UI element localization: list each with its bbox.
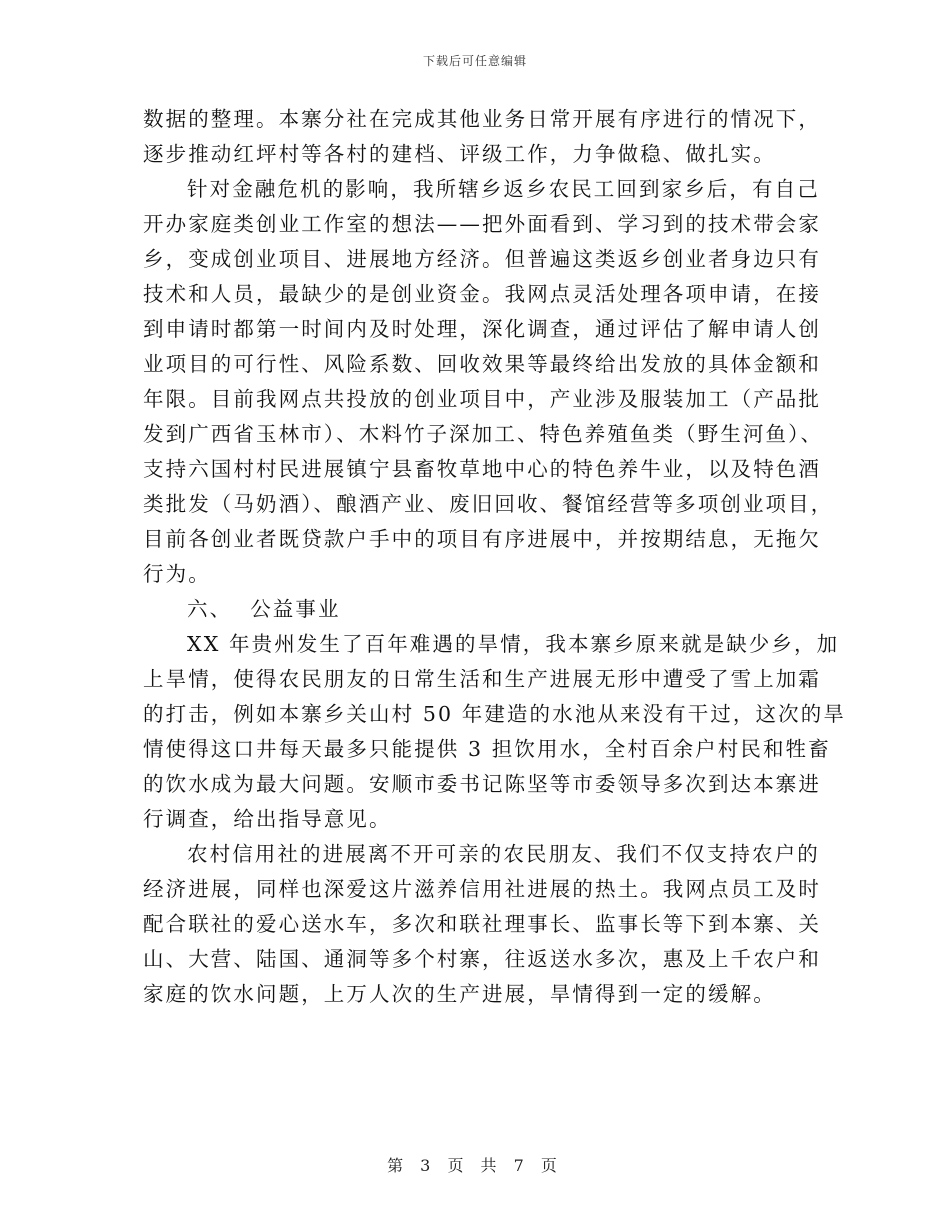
text-line: 上旱情，使得农民朋友的日常生活和生产进展无形中遭受了雪上加霜 <box>143 667 821 691</box>
text-line: 目前各创业者既贷款户手中的项目有序进展中，并按期结息，无拖欠 <box>143 527 821 551</box>
text-line: 数据的整理。本寨分社在完成其他业务日常开展有序进行的情况下， <box>143 107 821 131</box>
paragraph-start-line: XX 年贵州发生了百年难遇的旱情，我本寨乡原来就是缺少乡，加 <box>187 632 840 656</box>
text-line: 行调查，给出指导意见。 <box>143 807 392 831</box>
section-heading <box>143 592 803 627</box>
text-line: 支持六国村村民进展镇宁县畜牧草地中心的特色养牛业，以及特色酒 <box>143 457 821 481</box>
page-number-footer: 第 3 页 共 7 页 <box>387 1156 563 1175</box>
page-header-note: 下载后可任意编辑 <box>422 54 527 68</box>
paragraph-start-line: 针对金融危机的影响，我所辖乡返乡农民工回到家乡后，有自己 <box>187 177 820 201</box>
text-line: 山、大营、陆国、通洞等多个村寨，往返送水多次，惠及上千农户和 <box>143 947 821 971</box>
text-line: 乡，变成创业项目、进展地方经济。但普遍这类返乡创业者身边只有 <box>143 247 821 271</box>
text-line: 情使得这口井每天最多只能提供 3 担饮用水，全村百余户村民和牲畜 <box>143 737 831 761</box>
text-line: 的饮水成为最大问题。安顺市委书记陈坚等市委领导多次到达本寨进 <box>143 772 821 796</box>
text-line: 开办家庭类创业工作室的想法——把外面看到、学习到的技术带会家 <box>143 212 821 236</box>
text-line: 逐步推动红坪村等各村的建档、评级工作，力争做稳、做扎实。 <box>143 142 776 166</box>
text-line: 经济进展，同样也深爱这片滋养信用社进展的热土。我网点员工及时 <box>143 877 821 901</box>
text-line: 到申请时都第一时间内及时处理，深化调查，通过评估了解申请人创 <box>143 317 821 341</box>
text-line: 类批发（马奶酒）、酿酒产业、废旧回收、餐馆经营等多项创业项目， <box>143 492 834 516</box>
text-line: 发到广西省玉林市）、木料竹子深加工、特色养殖鱼类（野生河鱼）、 <box>143 422 824 446</box>
paragraph-start-line: 农村信用社的进展离不开可亲的农民朋友、我们不仅支持农户的 <box>187 842 820 866</box>
text-line: 行为。 <box>143 562 211 586</box>
text-line: 业项目的可行性、风险系数、回收效果等最终给出发放的具体金额和 <box>143 352 821 376</box>
text-line: 年限。目前我网点共投放的创业项目中，产业涉及服装加工（产品批 <box>143 387 821 411</box>
section-title: 公益事业 <box>250 597 341 621</box>
section-number: 六、 <box>187 597 233 621</box>
text-line: 的打击，例如本寨乡关山村 50 年建造的水池从来没有干过，这次的旱 <box>143 702 846 726</box>
text-line: 配合联社的爱心送水车，多次和联社理事长、监事长等下到本寨、关 <box>143 912 821 936</box>
document-body <box>143 102 846 1012</box>
text-line: 技术和人员，最缺少的是创业资金。我网点灵活处理各项申请，在接 <box>143 282 821 306</box>
text-line: 家庭的饮水问题，上万人次的生产进展，旱情得到一定的缓解。 <box>143 982 776 1006</box>
